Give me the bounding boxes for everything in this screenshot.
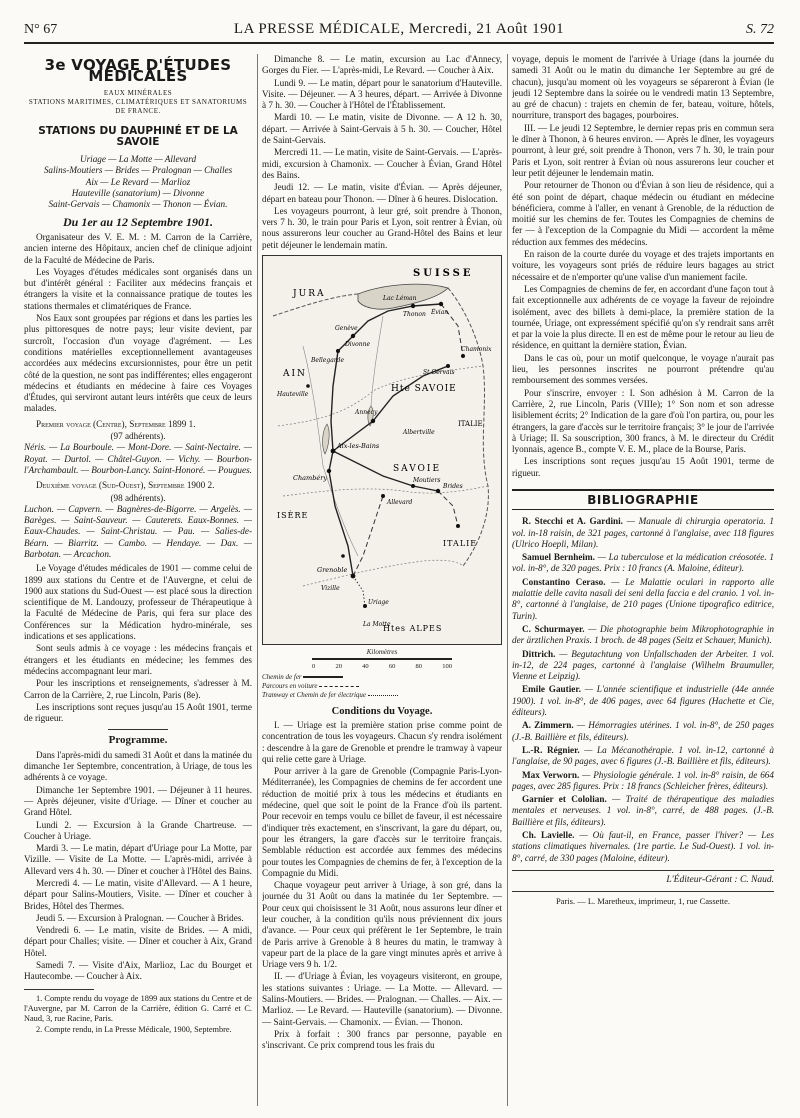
station-line: Saint-Gervais — Chamonix — Thonon — Évian. — [48, 199, 228, 210]
footnote: 2. Compte rendu, in La Presse Médicale, 1900, Septembre. — [36, 1024, 232, 1034]
programme-item: Mardi 10. — Le matin, visite de Divonne. — A 12 h. 30, départ. — Arrivée à Saint-Gervais à 5 h. 30. — Coucher, Hôtel de Saint-Gervais. — [262, 112, 502, 146]
bibliography-entry: L.-R. Régnier. — La Mécanothérapie. 1 vol. in-12, cartonné à l'anglaise, de 90 pages, avec 6 figures (J.-B. Baillière et fils, éditeurs). — [512, 744, 774, 767]
programme-item: Les voyageurs pourront, à leur gré, soit prendre à Thonon, vers 7 h. 30, le train pour Paris et Lyon, soit rentrer à Évian, où nous assurerons leur coucher au Grand-Hôtel des Bains et leur petit déjeuner le lendemain matin. — [262, 205, 502, 250]
programme-item: Jeudi 5. — Excursion à Pralognan. — Coucher à Brides. — [36, 912, 244, 923]
scale-title: Kilomètres — [366, 648, 398, 657]
programme-item: Vendredi 6. — Le matin, visite de Brides. — A midi, départ pour Challes; visite. — Dîner et coucher à Aix, Grand Hôtel. — [24, 925, 252, 958]
paragraph: Les inscriptions sont reçues jusqu'au 15 Août 1901, terme de rigueur. — [512, 456, 774, 478]
paragraph: Nos Eaux sont groupées par régions et dans les parties les plus pittoresques de notre pays; leur visite devient, par surcroît, l'occasion d'un voyage d'agrément. — Les conditions matérielles exceptionnellement avantageuses accordées aux médecins excursionnistes, pour être un petit côté de la question, ne sont pas indifférentes; elles engageront médecins et étudiants en médecine à faire ces Voyages d'Études, qui serviront autant leurs intérêts que ceux de leurs malades. — [24, 313, 252, 414]
article-title: 3e VOYAGE D'ÉTUDES MÉDICALES — [44, 56, 232, 86]
programme-item: Samedi 7. — Visite d'Aix, Marlioz, Lac du Bourget et Hautecombe. — Coucher à Aix. — [24, 960, 252, 982]
programme-item: Mercredi 11. — Le matin, visite de Saint-Gervais. — L'après-midi, excursion à Chamonix. — Coucher à Évian, Grand Hôtel des Bains. — [262, 147, 502, 180]
condition-paragraph: I. — Uriage est la première station prise comme point de concentration de tous les voyageurs. Chacun s'y rendra isolément : descendre à la gare de Grenoble et prendre le tramway à vapeur qui relie cette gare à Uriage. — [262, 719, 502, 764]
station-line: Hauteville (sanatorium) — Divonne — [71, 188, 205, 199]
map-label: Chambéry — [293, 474, 327, 483]
paragraph: Organisateur des V. E. M. : M. Carron de la Carrière, ancien interne des Hôpitaux, ancien chef de clinique adjoint de la Faculté de Médecine de Paris. — [24, 231, 252, 265]
station-line: Aix — Le Revard — Marlioz — [85, 176, 191, 187]
programme-item: Jeudi 12. — Le matin, visite d'Évian. — Après déjeuner, départ en bateau pour Thonon. — Dîner à 6 heures. Dislocation. — [262, 182, 502, 204]
map-label: Vizille — [321, 585, 340, 593]
footnote: 1. Compte rendu du voyage de 1899 aux stations du Centre et de l'Auvergne, par M. Carron de la Carrière, édition G. Carré et C. Naud, 3, rue Racine, Paris. — [24, 993, 252, 1023]
bibliography-entry: Samuel Bernheim. — La tuberculose et la médication créosotée. 1 vol. in-8°, de 320 pages. Prix : 10 francs (A. Maloine, éditeur). — [512, 552, 774, 574]
bibliography-entry: Emile Gautier. — L'année scientifique et industrielle (44e année 1900). 1 vol. in-8°, de 406 pages, avec 64 figures (Hachette et Cie, éditeurs). — [512, 684, 774, 718]
map-label: AIN — [283, 369, 307, 380]
printer-line: Paris. — L. Maretheux, imprimeur, 1, rue Cassette. — [512, 891, 774, 907]
programme-item: Mercredi 4. — Le matin, visite d'Allevard. — A 1 heure, départ pour Salins-Moutiers, Visite. — Dîner et coucher à Brides, Hôtel des Thermes. — [24, 878, 252, 911]
scale-tick: 100 — [442, 663, 452, 671]
scale-tick: 40 — [362, 663, 369, 671]
map-label: Lac Léman — [383, 295, 417, 303]
map-legend — [262, 673, 502, 700]
condition-paragraph: Pour arriver à la gare de Grenoble (Compagnie Paris-Lyon-Méditerranée), les Compagnies de chemins de fer accordent une réduction de moitié prix à tous les médecins et étudiants en médecine, quel que soit le point de la France d'où ils partent. Pour recevoir en temps voulu ce billet de faveur, il est nécessaire d'indiquer très exactement, en s'inscrivant, la gare du départ, ou, pour les étrangers, la gare d'accès sur le territoire français. Semblable réduction est accordée aux femmes des médecins pour toutes les Compagnies de chemins de fer, à l'exception de la Compagnie du Midi. — [262, 766, 502, 878]
legend-item: Tramway et Chemin de fer électrique — [262, 691, 502, 700]
map-drawing — [263, 256, 501, 644]
map-label: Hauteville — [277, 391, 309, 399]
bibliography-entry: Garnier et Cololian. — Traité de thérapeutique des maladies mentales et nerveuses. 1 vol. in-8°, carré, de 488 pages. (J.-B. Baillière et fils, éditeurs). — [512, 794, 774, 827]
station-list: Néris. — La Bourboule. — Mont-Dore. — Saint-Nectaire. — Royat. — Durtol. — Châtel-Guyon. — Vichy. — Bourbon-l'Archambault. — Bourbon-Lancy. Saint-Honoré. — Pougues. — [24, 442, 252, 475]
map-label: Albertville — [403, 429, 435, 437]
paragraph: Pour s'inscrire, envoyer : I. Son adhésion à M. Carron de la Carrière, 2, rue Lincoln, Paris (VIIIe); 1° Son nom et son adresse lisiblement écrits; 2° Indication de la gare d'où l'on partira, ou, pour les étrangers, la gare d'accès sur le territoire français; 3° le jour de l'arrivée à Uriage; II. Sa souscription, 300 francs, à M. le directeur du Crédit lyonnais, agence B., compte V. E. M., place de la Bourse, Paris. — [512, 387, 774, 455]
station-line: Salins-Moutiers — Brides — Pralognan — Challes — [43, 165, 233, 176]
bibliography-entry: Ch. Lavielle. — Où faut-il, en France, passer l'hiver? — Les stations climatiques hivernales. (1re partie. Le Sud-Ouest). 1 vol. in-8°, carré, de 330 pages (Maloine, éditeur). — [512, 830, 774, 863]
voyage-heading: Deuxième voyage (Sud-Ouest), Septembre 1900 2. — [36, 480, 215, 491]
map-label: Grenoble — [317, 566, 348, 575]
map-label: Brides — [443, 483, 463, 491]
divider — [108, 729, 168, 730]
paragraph: Les inscriptions sont reçues jusqu'au 15 Août 1901, terme de rigueur. — [24, 701, 252, 724]
legend-item: Parcours en voiture — [262, 682, 502, 691]
scale-tick: 80 — [415, 663, 422, 671]
paragraph: Le Voyage d'études médicales de 1901 — comme celui de 1899 aux stations du Centre et de l'Auvergne, et celui de 1900 aux stations du Sud-Ouest — est placé sous la direction scientifique de M. Landouzy, professeur de Thérapeutique à la Faculté de Médecine de Paris, qui fera sur place des Conférences sur la Médication hydro-minérale, ses indications et ses applications. — [24, 563, 252, 642]
map-label: Aix-les-Bains — [337, 442, 380, 451]
bibliography-entry: Max Verworn. — Physiologie générale. 1 vol. in-8° raisin, de 664 pages, avec 285 figures. Prix : 18 francs (Schleicher frères, éditeurs). — [512, 769, 774, 791]
paragraph: III. — Le jeudi 12 Septembre, le dernier repas pris en commun sera le dîner à Thonon, à 6 heures environ. — Après le dîner, les voyageurs pourront, à leur gré, soit prendre à Thonon, vers 7 h. 30, le train pour Paris et Lyon, soit rentrer à Évian où nous assurerons leur coucher et leur petit déjeuner le lendemain matin. — [512, 122, 774, 178]
map-label: ITALIE — [458, 420, 483, 429]
paragraph: Pour retourner de Thonon ou d'Évian à son lieu de résidence, qui a été son point de départ, chaque médecin ou étudiant en médecine bénéficiera, comme à l'aller, en venant à Grenoble, de la réduction de moitié sur les chemins de fer. Toutes les Compagnies de chemins de fer — à l'exception de la Compagnie du Midi — accordent la même réduction aux femmes des médecins. — [512, 180, 774, 247]
map-label: St Gervais — [423, 369, 455, 377]
programme-item: Dans l'après-midi du samedi 31 Août et dans la matinée du dimanche 1er Septembre, concentration, à Uriage, de tous les adhérents à ce voyage. — [24, 749, 252, 783]
bibliography-entry: Constantino Ceraso. — Le Malattie oculari in rapporto alle malattie delle cavita nasali dei seni della faccia e del cranio. 1 vol. in-8°, cartonné à l'anglaise, de 210 pages (Unione tipografico editrice, Turin). — [512, 576, 774, 621]
map-label: Hte SAVOIE — [391, 384, 457, 395]
column-1 — [24, 54, 252, 1110]
station-line: Uriage — La Motte — Allevard — [79, 154, 197, 165]
journal-title: LA PRESSE MÉDICALE, Mercredi, 21 Août 1901 — [233, 21, 565, 37]
programme-item: Lundi 9. — Le matin, départ pour le sanatorium d'Hauteville. Visite. — Déjeuner. — A 3 heures, départ. — Arrivée à Divonne à 7 h. 30. — Coucher à l'Hôtel de l'Établissement. — [262, 77, 502, 111]
issue-number: N° 67 — [24, 22, 58, 37]
programme-title: Programme. — [108, 734, 168, 747]
article-subtitle: EAUX MINÉRALES — [103, 88, 173, 97]
voyage-dates: Du 1er au 12 Septembre 1901. — [63, 214, 213, 229]
map-label: Bellegarde — [311, 357, 345, 365]
voyage-heading: Premier voyage (Centre), Septembre 1899 1. — [36, 418, 196, 429]
adherents-count: (97 adhérents). — [110, 431, 166, 442]
map-label: Htes ALPES — [383, 624, 443, 634]
editor-line: L'Éditeur-Gérant : C. Naud. — [512, 870, 774, 886]
paragraph: En raison de la courte durée du voyage et des trajets importants en voiture, les voyageurs sont priés de réduire leurs bagages au strict nécessaire et de n'emporter qu'une valise d'un maniement facile. — [512, 249, 774, 282]
condition-paragraph: Prix à forfait : 300 francs par personne, payable en s'inscrivant. Ce prix comprend tous les frais du — [262, 1028, 502, 1051]
scale-bar — [312, 658, 452, 672]
page-number: S. 72 — [746, 22, 774, 37]
map-label: Chamonix — [461, 346, 492, 354]
legend-item: Chemin de fer — [262, 673, 502, 682]
page-header — [24, 18, 774, 44]
section-title: STATIONS DU DAUPHINÉ ET DE LA SAVOIE — [38, 124, 238, 148]
footnote-rule — [24, 989, 94, 990]
paragraph: voyage, depuis le moment de l'arrivée à Uriage (dans la journée du samedi 31 Août ou le matin du dimanche 1er Septembre au gré de chacun), jusqu'au moment où les voyageurs se sépareront à Évian (le jeudi 12 Septembre dans la soirée ou le vendredi matin 13 Septembre, au gré de chacun) : trajets en chemin de fer, bateau, voiture, hôtels, nourriture, transport des bagages, pourboires. — [512, 54, 774, 121]
map-label: SUISSE — [413, 268, 474, 280]
bibliography-entry: R. Stecchi et A. Gardini. — Manuale di chirurgia operatoria. 1 vol. in-18 raisin, de 321 pages, cartonné à l'anglaise, avec 118 figures (Ulrico Hoepli, Milan). — [512, 516, 774, 549]
programme-item: Dimanche 8. — Le matin, excursion au Lac d'Annecy, Gorges du Fier. — L'après-midi, Le Revard. — Coucher à Aix. — [262, 54, 502, 76]
station-list: Luchon. — Capvern. — Bagnères-de-Bigorre. — Argelès. — Barèges. — Saint-Sauveur. — Cauterets. Eaux-Bonnes. — Eaux-Chaudes. — Saint-Christau. — Pau. — Salies-de-Béarn. — Biarritz. — Cambo. — Hendaye. — Dax. — Barbotan. — Arcachon. — [24, 503, 252, 559]
programme-item: Mardi 3. — Le matin, départ d'Uriage pour La Motte, par Vizille. — Visite de La Motte. — L'après-midi, arrivée à Allevard vers 4 h. 30. — Dîner et coucher à l'Hôtel des Bains. — [24, 843, 252, 876]
condition-paragraph: Chaque voyageur peut arriver à Uriage, à son gré, dans la journée du 31 Août ou dans la matinée du 1er Septembre. — Pour ceux qui choisissent le 31 Août, nous assurons leur dîner et leur coucher, à la condition qu'ils nous préviennent dix jours d'avance. — Pour ceux qui préfèrent le 1er Septembre, le train de Paris arrive à Grenoble à 8 heures du matin, le tramway à vapeur part de la place de la gare vingt minutes après et arrive à Uriage vers 9 h. 1/2. — [262, 880, 502, 970]
map-label: ITALIE — [443, 539, 478, 549]
paragraph: Les Compagnies de chemins de fer, en accordant d'une façon tout à fait exceptionnelle aux adhérents de ce voyage la faveur de rejoindre isolément, avec des billets à demi-place, la première station de la tournée, Uriage, ont expressément spécifié qu'on s'y rendrait sans arrêt et par la voie la plus directe. Il en est de même pour le retour au lieu de résidence, en quittant la dernière station, Évian. — [512, 283, 774, 351]
scale-tick: 0 — [312, 663, 316, 671]
map-label: Genève — [335, 325, 358, 333]
column-2 — [262, 54, 502, 1110]
route-map — [262, 255, 502, 645]
conditions-title: Conditions du Voyage. — [331, 705, 433, 717]
programme-item: Lundi 2. — Excursion à la Grande Chartreuse. — Coucher à Uriage. — [24, 819, 252, 841]
paragraph: Les Voyages d'études médicales sont organisés dans un but d'intérêt général : Faciliter aux médecins français et étrangers la visite et la connaissance pratique de toutes les stations thermales et climatériques de France. — [24, 266, 252, 311]
map-label: La Motte — [363, 621, 391, 629]
map-label: Allevard — [387, 499, 413, 507]
article-subtitle: DE FRANCE. — [115, 106, 161, 115]
bibliography-title: BIBLIOGRAPHIE — [512, 489, 774, 510]
paragraph: Pour les inscriptions et renseignements, s'adresser à M. Carron de la Carrière, 2, rue Lincoln, Paris (8e). — [24, 678, 252, 700]
map-label: Annecy — [355, 409, 378, 417]
article-subtitle: STATIONS MARITIMES, CLIMATÉRIQUES ET SANATORIUMS — [28, 97, 248, 106]
scale-tick: 20 — [335, 663, 342, 671]
condition-paragraph: II. — d'Uriage à Évian, les voyageurs visiteront, en groupe, les stations suivantes : Uriage. — La Motte. — Allevard. — Salins-Moutiers. — Brides. — Pralognan. — Challes. — Aix. — Marlioz. — Le Revard. — Hauteville (sanatorium). — Divonne. — Saint-Gervais. — Chamonix. — Évian. — Thonon. — [262, 971, 502, 1027]
map-label: Thonon — [403, 311, 426, 319]
column-rule — [257, 54, 258, 1106]
column-rule — [507, 54, 508, 1106]
map-label: ISÈRE — [277, 511, 309, 521]
bibliography-entry: Dittrich. — Begutachtung von Unfallschaden der Arbeiter. 1 vol. in-12, de 224 pages, cartonné à l'anglaise (Wilhelm Braumuller, Vienne et Leipzig). — [512, 648, 774, 682]
programme-item: Dimanche 1er Septembre 1901. — Déjeuner à 11 heures. — Après déjeuner, visite d'Uriage. — Dîner et coucher au Grand Hôtel. — [24, 784, 252, 818]
map-label: JURA — [293, 289, 326, 300]
column-3 — [512, 54, 774, 1110]
bibliography-entry: A. Zimmern. — Hémorragies utérines. 1 vol. in-8°, de 250 pages (J.-B. Baillière et fils, éditeurs). — [512, 720, 774, 742]
scale-tick: 60 — [388, 663, 396, 671]
map-label: Évian — [431, 309, 449, 317]
paragraph: Sont seuls admis à ce voyage : les médecins français et étrangers et les étudiants en médecine; les femmes des médecins accompagnant leur mari. — [24, 643, 252, 676]
map-label: Uriage — [368, 599, 389, 607]
paragraph: Dans le cas où, pour un motif quelconque, le voyage n'aurait pas lieu, les personnes inscrites ne pourront prétendre qu'au remboursement des sommes versées. — [512, 352, 774, 386]
map-label: Divonne — [345, 341, 371, 349]
map-label: Moutiers — [413, 477, 441, 485]
map-label: SAVOIE — [393, 464, 442, 475]
adherents-count: (98 adhérents). — [110, 492, 166, 503]
bibliography-entry: C. Schurmayer. — Die photographie beim Mikrophotographie in der ärztlichen Praxis. 1 broch. de 48 pages (Seitz et Schauer, Munich). — [512, 623, 774, 646]
